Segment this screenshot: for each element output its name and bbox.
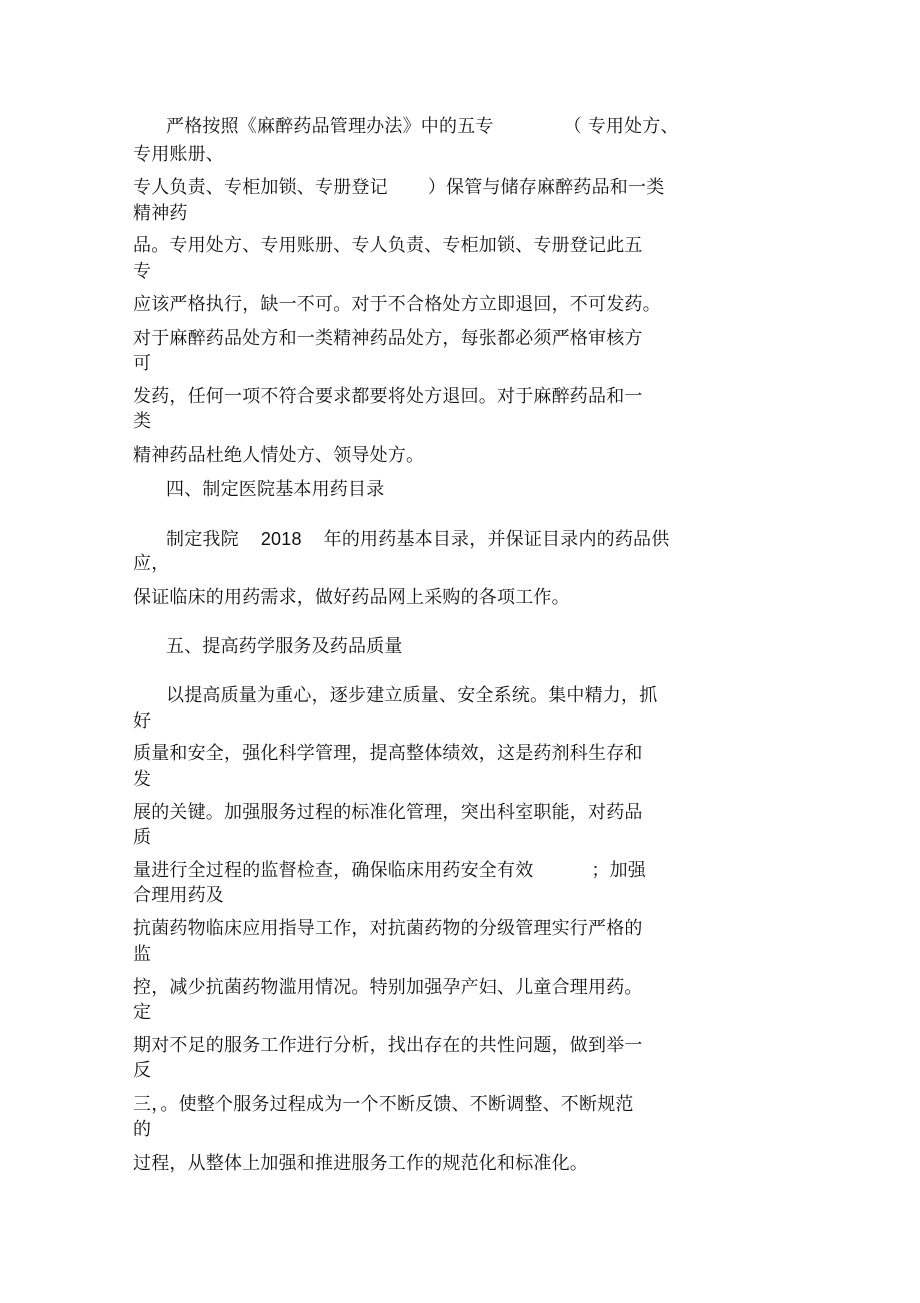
text-span: 严格按照《麻醉药品管理办法》中的五专 [166, 116, 494, 137]
paragraph-line: 反 [133, 1060, 152, 1081]
paragraph-line: 过程，从整体上加强和推进服务工作的规范化和标准化。 [133, 1153, 588, 1174]
section-heading: 四、制定医院基本用药目录 [166, 479, 385, 500]
paragraph-line: 期对不足的服务工作进行分析，找出存在的共性问题，做到举一 [133, 1035, 643, 1056]
paragraph-line: 可 [133, 353, 152, 374]
text-span: （ 专用处方、 [563, 116, 679, 137]
paragraph-line [133, 860, 646, 882]
paragraph-line: 好 [133, 711, 152, 732]
paragraph-line: 品。专用处方、专用账册、专人负责、专柜加锁、专册登记此五 [133, 235, 643, 256]
paragraph-line: 以提高质量为重心，逐步建立质量、安全系统。集中精力，抓 [166, 685, 658, 706]
text-span: 量进行全过程的监督检查，确保临床用药安全有效 [133, 860, 534, 881]
paragraph-line: 类 [133, 411, 152, 432]
paragraph-line: 发 [133, 769, 152, 790]
paragraph-line: 的 [133, 1119, 152, 1140]
paragraph-line: 展的关键。加强服务过程的标准化管理，突出科室职能，对药品 [133, 802, 643, 823]
paragraph-line: 应该严格执行，缺一不可。对于不合格处方立即退回，不可发药。 [133, 294, 661, 315]
paragraph-line: 抗菌药物临床应用指导工作，对抗菌药物的分级管理实行严格的 [133, 918, 643, 939]
paragraph-line: 合理用药及 [133, 885, 224, 906]
text-span: ；加强 [591, 860, 647, 881]
paragraph-line: 对于麻醉药品处方和一类精神药品处方，每张都必须严格审核方 [133, 328, 643, 349]
paragraph-line [133, 177, 664, 199]
paragraph-line [166, 116, 679, 138]
paragraph-line: 质量和安全，强化科学管理，提高整体绩效，这是药剂科生存和 [133, 743, 643, 764]
section-heading: 五、提高药学服务及药品质量 [166, 636, 403, 657]
paragraph-line: 质 [133, 827, 152, 848]
year-value: 2018 [260, 529, 302, 549]
paragraph-line: 精神药 [133, 203, 188, 224]
text-span: 专人负责、专柜加锁、专册登记 [133, 177, 388, 198]
paragraph-line: 监 [133, 944, 152, 965]
paragraph-line [166, 528, 669, 551]
paragraph-line: 精神药品杜绝人情处方、领导处方。 [133, 445, 425, 466]
text-span: 制定我院 [166, 529, 239, 550]
paragraph-line: 专用账册、 [133, 144, 224, 165]
paragraph-line: 定 [133, 1002, 152, 1023]
paragraph-line: 专 [133, 261, 152, 282]
paragraph-line: 控，减少抗菌药物滥用情况。特别加强孕产妇、儿童合理用药。 [133, 977, 643, 998]
text-span: 年的用药基本目录，并保证目录内的药品供 [323, 529, 670, 550]
paragraph-line: 保证临床的用药需求，做好药品网上采购的各项工作。 [133, 587, 570, 608]
text-span: ）保管与储存麻醉药品和一类 [427, 177, 665, 198]
paragraph-line: 应， [133, 553, 170, 574]
paragraph-line: 发药，任何一项不符合要求都要将处方退回。对于麻醉药品和一 [133, 386, 643, 407]
paragraph-line: 三，。使整个服务过程成为一个不断反馈、不断调整、不断规范 [133, 1094, 634, 1115]
